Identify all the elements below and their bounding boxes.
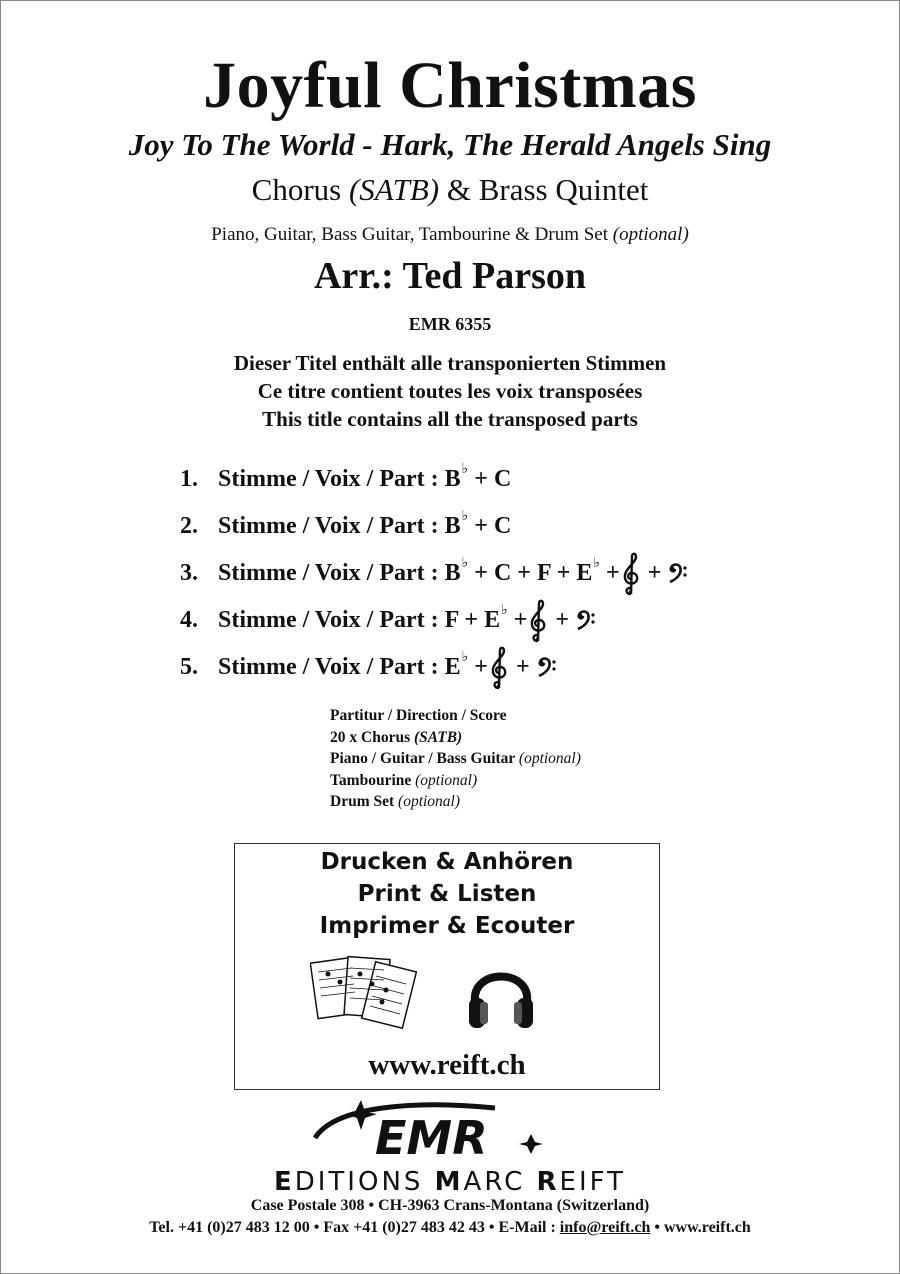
promo-line-english: Print & Listen — [357, 881, 537, 907]
instrumentation: Piano, Guitar, Bass Guitar, Tambourine & Drum Set (optional) — [211, 224, 689, 245]
contents-tambourine: Tambourine (optional) — [330, 771, 478, 789]
flat-icon: ♭ — [461, 556, 469, 571]
treble-clef-icon — [527, 599, 549, 643]
sheet-music-icon — [310, 954, 420, 1034]
bass-clef-icon — [536, 656, 558, 680]
emr-logo — [295, 1098, 605, 1164]
contents-piano: Piano / Guitar / Bass Guitar (optional) — [330, 750, 581, 767]
arranger: Arr.: Ted Parson — [313, 255, 586, 297]
treble-clef-icon — [620, 552, 642, 596]
promo-box — [234, 843, 660, 1090]
part-row-2: 2. Stimme / Voix / Part : B ♭ + C — [180, 509, 512, 539]
part-row-1: 1. Stimme / Voix / Part : B ♭ + C — [180, 462, 512, 492]
headphones-icon — [465, 954, 537, 1034]
flat-icon: ♭ — [593, 556, 601, 571]
website-url[interactable]: www.reift.ch — [368, 1049, 526, 1081]
note-english: This title contains all the transposed parts — [262, 407, 638, 431]
catalog-code: EMR 6355 — [408, 314, 492, 334]
promo-line-german: Drucken & Anhören — [320, 849, 574, 875]
treble-clef-icon — [488, 646, 510, 690]
publisher-address: Case Postale 308 • CH-3963 Crans-Montana (Switzerland) — [250, 1197, 650, 1214]
note-french: Ce titre contient toutes les voix transposées — [257, 379, 643, 403]
flat-icon: ♭ — [461, 650, 469, 665]
note-german: Dieser Titel enthält alle transponierten Stimmen — [233, 351, 667, 375]
promo-line-french: Imprimer & Ecouter — [319, 913, 575, 939]
publisher-name: EDITIONS MARC REIFT — [273, 1167, 627, 1197]
subtitle: Joy To The World - Hark, The Herald Angels Sing — [128, 127, 772, 162]
email-link[interactable]: info@reift.ch — [559, 1219, 651, 1236]
flat-icon: ♭ — [501, 603, 508, 618]
bass-clef-icon — [667, 562, 689, 586]
part-row-3: 3. Stimme / Voix / Part : B ♭ + C + F + E ♭ + + — [180, 550, 689, 597]
contents-drum: Drum Set (optional) — [330, 793, 461, 810]
flat-icon: ♭ — [461, 509, 469, 524]
flat-icon: ♭ — [461, 462, 469, 477]
contents-chorus: 20 x Chorus (SATB) — [330, 728, 463, 746]
parts-list — [180, 456, 689, 691]
emr-logo-text: EMR — [375, 1111, 488, 1164]
part-row-4: 4. Stimme / Voix / Part : F + E ♭ + + — [180, 597, 689, 644]
bass-clef-icon — [575, 609, 597, 633]
publisher-contact: Tel. +41 (0)27 483 12 00 • Fax +41 (0)27 483 42 43 • E-Mail : info@reift.ch • www.reift.ch — [149, 1219, 751, 1236]
contents-list — [330, 705, 581, 813]
part-row-5: 5. Stimme / Voix / Part : E ♭ + + — [180, 644, 689, 691]
scoring: Chorus (SATB) & Brass Quintet — [251, 172, 649, 207]
contents-score: Partitur / Direction / Score — [330, 707, 507, 724]
page-title: Joyful Christmas — [203, 49, 697, 122]
